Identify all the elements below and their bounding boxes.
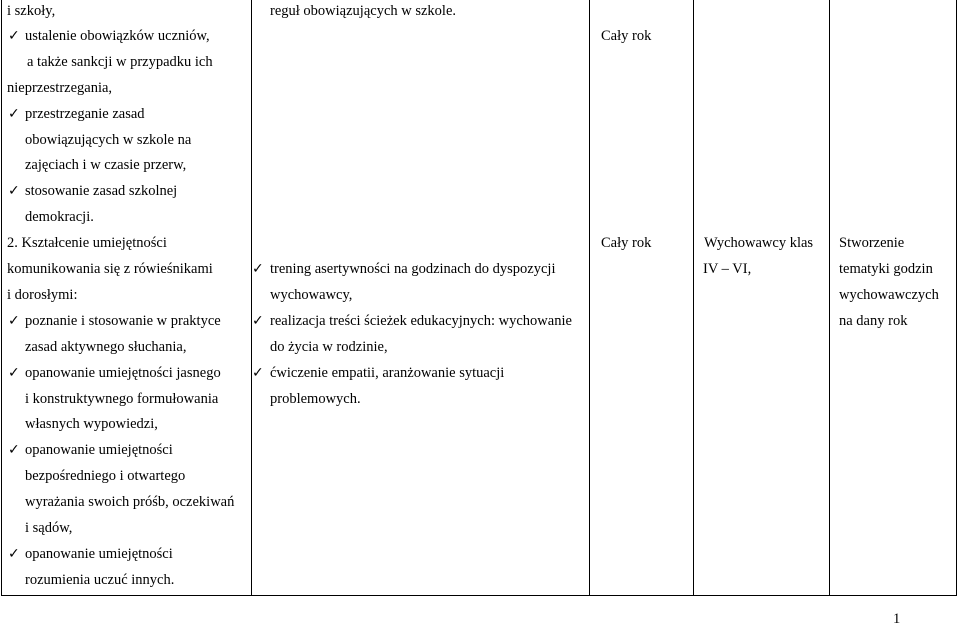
col1-line: opanowanie umiejętności jasnego [25,365,221,381]
col1-line: obowiązujących w szkole na [25,132,192,148]
col1-line: a także sankcji w przypadku ich [27,54,213,70]
check-icon: ✓ [252,365,264,381]
column-divider-2 [589,0,590,596]
col1-line: stosowanie zasad szkolnej [25,183,178,199]
col2-line: wychowawcy, [270,287,353,303]
check-icon: ✓ [8,313,20,329]
col2-line: do życia w rodzinie, [270,339,388,355]
col2-line: trening asertywności na godzinach do dyspozycji [270,261,556,277]
col1-line: przestrzeganie zasad [25,106,145,122]
page-number: 1 [893,611,901,627]
col1-line: poznanie i stosowanie w praktyce [25,313,221,329]
col1-line: opanowanie umiejętności [25,442,173,458]
section-heading: 2. Kształcenie umiejętności [7,235,167,251]
col1-line: bezpośredniego i otwartego [25,468,186,484]
col1-line: i konstruktywnego formułowania [25,391,219,407]
check-icon: ✓ [252,313,264,329]
table-border-left [1,0,2,596]
check-icon: ✓ [8,183,20,199]
table-border-bottom [1,595,957,596]
column-divider-3 [693,0,694,596]
col1-line: i dorosłymi: [7,287,78,303]
outcome-line: wychowawczych [839,287,939,303]
col1-line: demokracji. [25,209,94,225]
term-label: Cały rok [601,235,652,251]
table-border-right [956,0,957,596]
outcome-line: Stworzenie [839,235,905,251]
responsible-classes: IV – VI, [703,261,752,277]
col1-line: rozumienia uczuć innych. [25,572,175,588]
col1-line: komunikowania się z rówieśnikami [7,261,213,277]
col2-line: ćwiczenie empatii, aranżowanie sytuacji [270,365,505,381]
col1-line: zajęciach i w czasie przerw, [25,157,187,173]
col2-line: problemowych. [270,391,361,407]
col1-line: zasad aktywnego słuchania, [25,339,187,355]
col1-line: wyrażania swoich próśb, oczekiwań [25,494,235,510]
check-icon: ✓ [8,365,20,381]
check-icon: ✓ [8,442,20,458]
column-divider-4 [829,0,830,596]
col2-line: realizacja treści ścieżek edukacyjnych: wychowanie [270,313,572,329]
check-icon: ✓ [8,28,20,44]
col1-line: i sądów, [25,520,73,536]
outcome-line: na dany rok [839,313,908,329]
col1-line: ustalenie obowiązków uczniów, [25,28,210,44]
term-label: Cały rok [601,28,652,44]
check-icon: ✓ [252,261,264,277]
col1-line: nieprzestrzegania, [7,80,113,96]
responsible-label: Wychowawcy klas [704,235,814,251]
col2-line: reguł obowiązujących w szkole. [270,3,457,19]
col1-line: i szkoły, [7,3,56,19]
col1-line: własnych wypowiedzi, [25,416,158,432]
check-icon: ✓ [8,106,20,122]
col1-line: opanowanie umiejętności [25,546,173,562]
check-icon: ✓ [8,546,20,562]
column-divider-1 [251,0,252,596]
outcome-line: tematyki godzin [839,261,933,277]
